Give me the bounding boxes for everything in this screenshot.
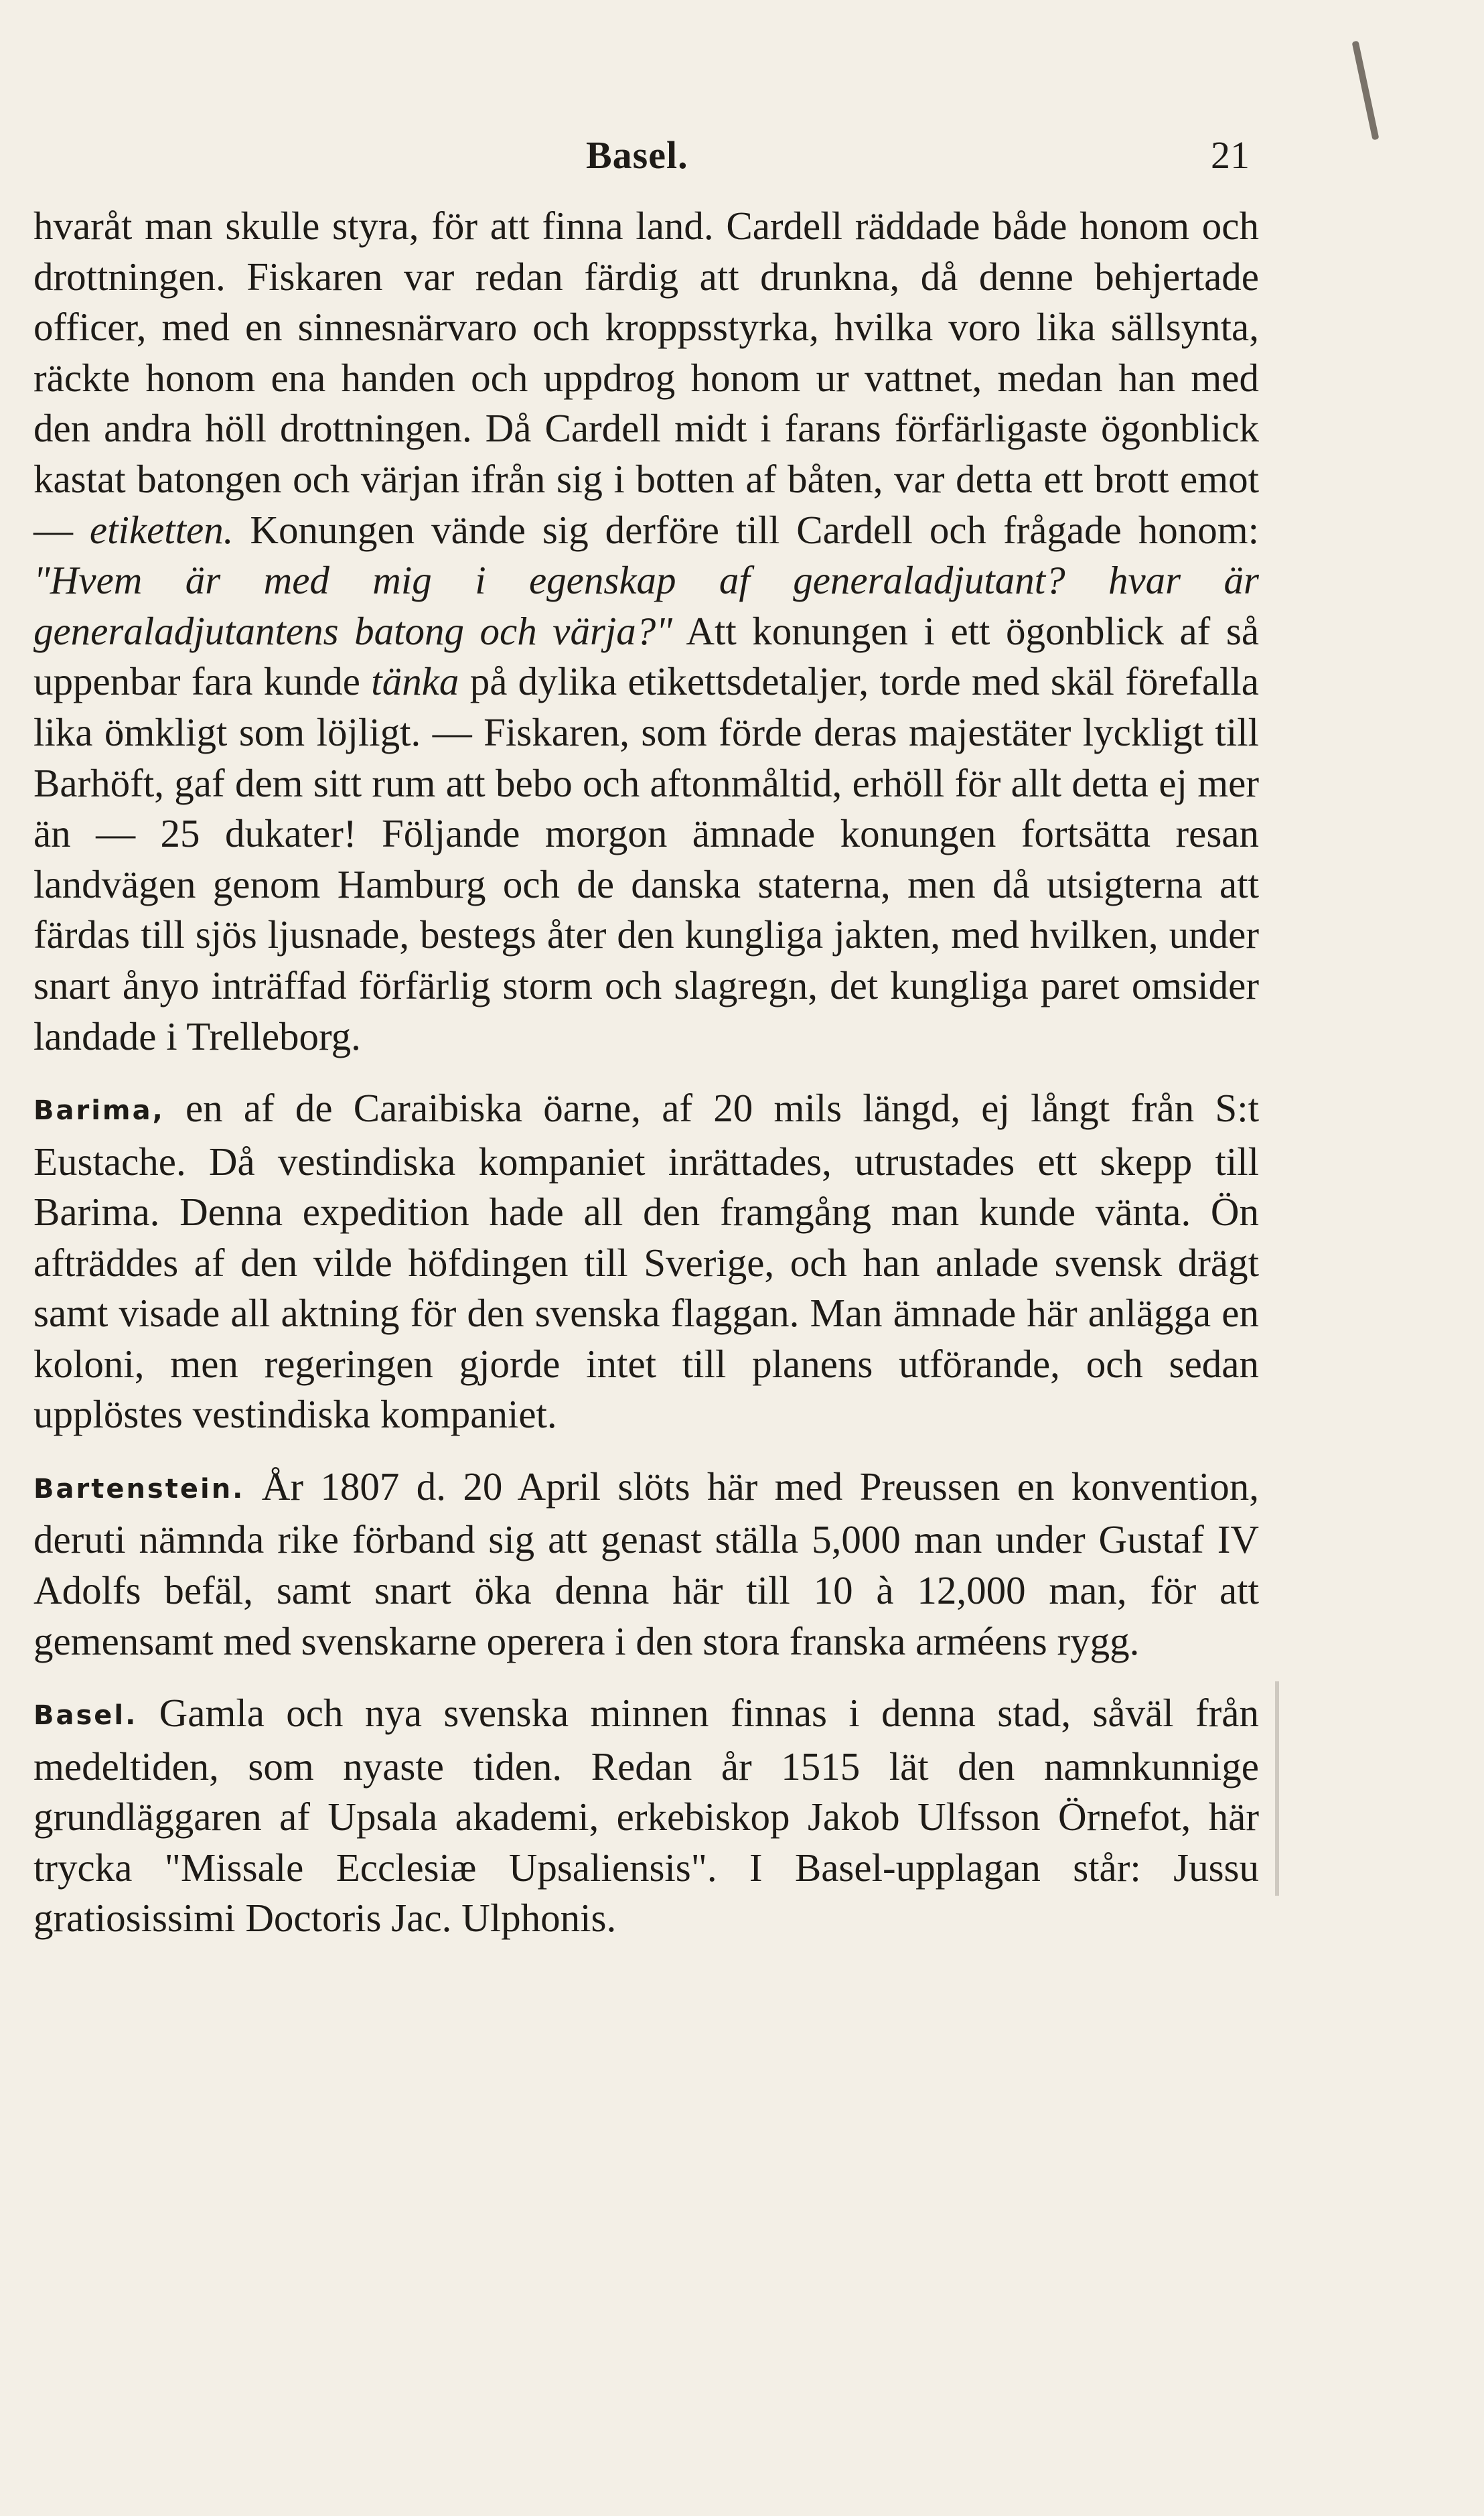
entry-text: Gamla och nya svenska minnen finnas i denna stad, såväl från medeltiden, som nyaste tiden. Redan år 1515 lät den namnkunnige grundläggaren af Upsala akademi, erkebiskop Jakob Ulfsson Örnefot, här trycka "Missale Ecclesiæ Upsaliensis". I Basel-upplagan står: Jussu gratiosissimi Doctoris Jac. Ulphonis. [33, 1691, 1259, 1941]
entry-barima [33, 1083, 1259, 1440]
ink-mark [1352, 41, 1380, 141]
text-run: hvaråt man skulle styra, för att finna land. Cardell räddade både honom och drottningen. Fiskaren var redan färdig att drunkna, då denne behjertade officer, med en sinnesnärvaro och kroppsstyrka, hvilka voro lika sällsynta, räckte honom ena handen och uppdrog honom ur vattnet, medan han med den andra höll drottningen. Då Cardell midt i farans förfärligaste ögonblick kastat batongen och värjan ifrån sig i botten af båten, var detta ett brott emot — [33, 204, 1259, 552]
entry-text: År 1807 d. 20 April slöts här med Preussen en konvention, deruti nämnda rike förband sig att genast ställa 5,000 man under Gustaf IV Adolfs befäl, samt snart öka denna här till 10 à 12,000 man, för att gemensamt med svenskarne operera i den stora franska arméens rygg. [33, 1464, 1259, 1663]
margin-mark [1275, 1681, 1279, 1896]
entry-basel [33, 1688, 1259, 1944]
paragraph-cardell [33, 201, 1259, 1062]
text-run: på dylika etikettsdetaljer, torde med skäl förefalla lika ömkligt som löjligt. — Fiskaren, som förde deras majestäter lyckligt till Barhöft, gaf dem sitt rum att bebo och aftonmåltid, erhöll för allt detta ej mer än — 25 dukater! Följande morgon ämnade konungen fortsätta resan landvägen genom Hamburg och de danska staterna, men då utsigterna att färdas till sjös ljusnade, bestegs åter den kungliga jakten, med hvilken, under snart ånyo inträffad förfärlig storm och slagregn, det kungliga paret omsider landade i Trelleborg. [33, 659, 1259, 1058]
entry-heading: Barima, [33, 1095, 165, 1126]
entry-heading: Basel. [33, 1700, 138, 1732]
italic-run: tänka [371, 659, 459, 704]
running-head: Basel. [586, 133, 688, 177]
entry-text: en af de Caraibiska öarne, af 20 mils längd, ej långt från S:t Eustache. Då vestindiska kompaniet inrättades, utrustades ett skepp till Barima. Denna expedition hade all den framgång man kunde vänta. Ön afträddes af den vilde höfdingen till Sverige, och han anlade svensk drägt samt visade all aktning för den svenska flaggan. Man ämnade här anlägga en koloni, men regeringen gjorde intet till planens utförande, och sedan upplöstes vestindiska kompaniet. [33, 1086, 1259, 1437]
text-run: Konungen vände sig derföre till Cardell och frågade honom: [233, 507, 1259, 552]
page-number: 21 [1211, 133, 1250, 177]
text-run: Att konungen i ett ögonblick af så uppenbar fara kunde [33, 608, 1260, 704]
italic-run: etiketten. [89, 507, 234, 552]
entry-heading: Bartenstein. [33, 1473, 245, 1505]
body-text [33, 201, 1259, 1944]
italic-quote: "Hvem är med mig i egenskap af generaladjutant? hvar är generaladjutantens batong och värja?" [33, 558, 1259, 653]
page-header [0, 133, 1484, 186]
entry-bartenstein [33, 1462, 1259, 1667]
